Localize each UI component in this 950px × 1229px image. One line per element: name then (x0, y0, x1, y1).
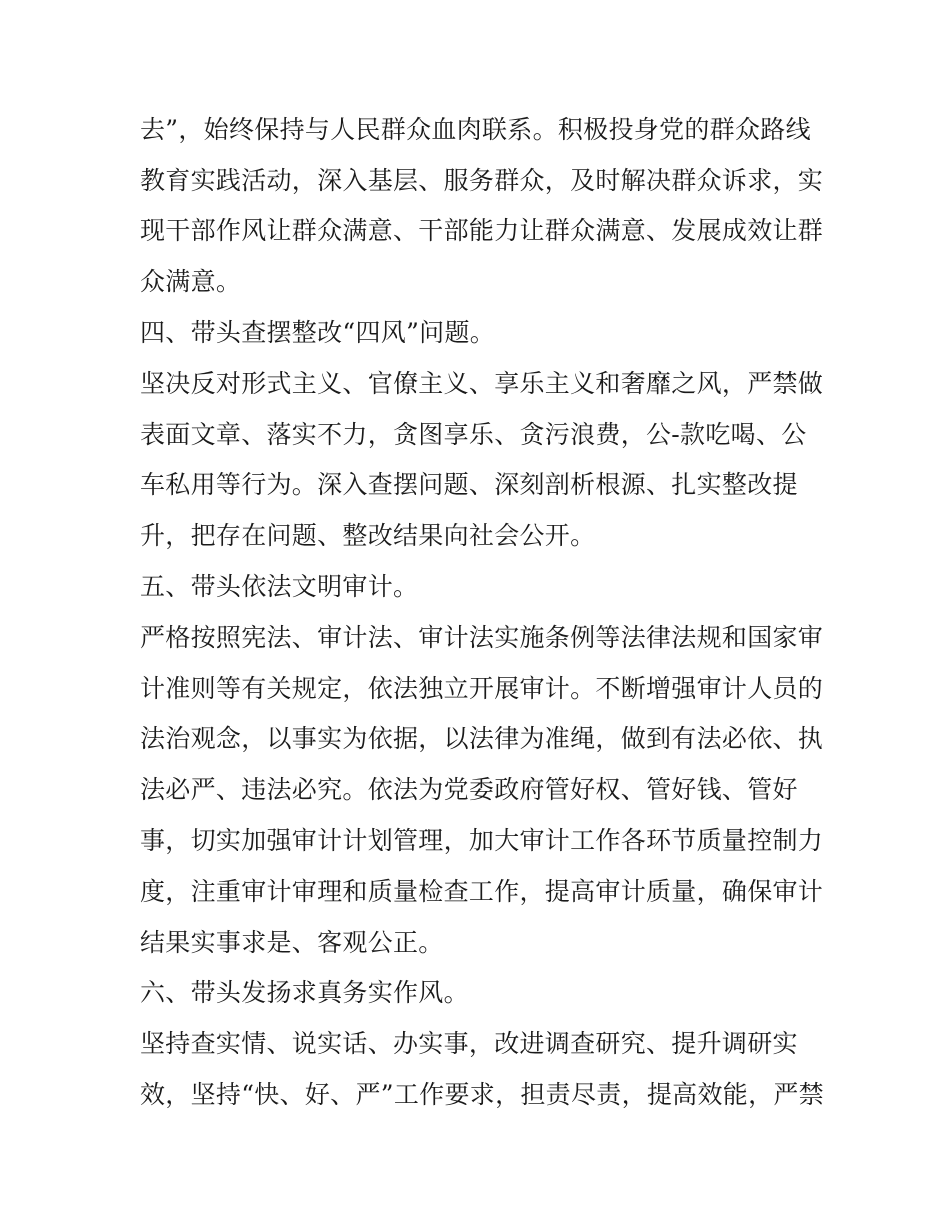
section-heading: 五、带头依法文明审计。 (140, 572, 419, 601)
text-line: 升，把存在问题、整改结果向社会公开。 (140, 521, 596, 550)
text-line: 效，坚持“快、好、严”工作要求，担责尽责，提高效能，严禁 (140, 1080, 824, 1109)
text-line: 坚持查实情、说实话、办实事，改进调查研究、提升调研实 (140, 1029, 798, 1058)
text-line: 众满意。 (140, 267, 242, 296)
section-heading: 六、带头发扬求真务实作风。 (140, 978, 469, 1007)
section-heading: 四、带头查摆整改“四风”问题。 (140, 318, 496, 347)
text-line: 表面文章、落实不力，贪图享乐、贪污浪费，公-款吃喝、公 (140, 420, 807, 449)
text-line: 严格按照宪法、审计法、审计法实施条例等法律法规和国家审 (140, 623, 824, 652)
text-line: 结果实事求是、客观公正。 (140, 928, 444, 957)
text-line: 事，切实加强审计计划管理，加大审计工作各环节质量控制力 (140, 826, 824, 855)
text-line: 法必严、违法必究。依法为党委政府管好权、管好钱、管好 (140, 775, 798, 804)
text-line: 去”，始终保持与人民群众血肉联系。积极投身党的群众路线 (140, 115, 811, 144)
text-line: 车私用等行为。深入查摆问题、深刻剖析根源、扎实整改提 (140, 470, 798, 499)
text-line: 现干部作风让群众满意、干部能力让群众满意、发展成效让群 (140, 216, 824, 245)
text-line: 计准则等有关规定，依法独立开展审计。不断增强审计人员的 (140, 674, 824, 703)
text-line: 坚决反对形式主义、官僚主义、享乐主义和奢靡之风，严禁做 (140, 369, 824, 398)
text-line: 教育实践活动，深入基层、服务群众，及时解决群众诉求，实 (140, 166, 824, 195)
text-line: 法治观念，以事实为依据，以法律为准绳，做到有法必依、执 (140, 724, 824, 753)
text-line: 度，注重审计审理和质量检查工作，提高审计质量，确保审计 (140, 877, 824, 906)
